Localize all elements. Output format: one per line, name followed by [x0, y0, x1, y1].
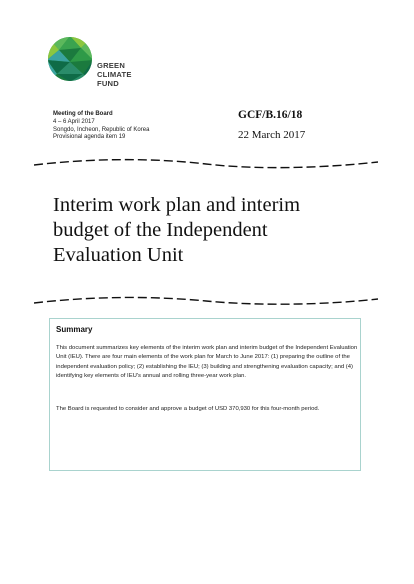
- logo-wordmark: [97, 61, 132, 88]
- meeting-dates: 4 – 6 April 2017: [53, 118, 95, 125]
- top-wave-divider: [34, 156, 378, 172]
- agenda-item: Provisional agenda item 19: [53, 134, 126, 141]
- logo-line-2: CLIMATE: [97, 70, 132, 79]
- title-line-3: Evaluation Unit: [53, 244, 184, 266]
- summary-box: [49, 318, 361, 471]
- meeting-location: Songdo, Incheon, Republic of Korea: [53, 126, 150, 133]
- summary-paragraph-1: This document summarizes key elements of the interim work plan and interim budget of the Independent Evaluation Unit (IEU). There are four main elements of the work plan for March to June 2017: (1) preparing the outline of the independent evaluation policy; (2) establishing the IEU; (3) building and strengthening evaluation capacity; and (4) identifying key elements of IEU's annual and rolling three-year work plan.: [56, 345, 358, 379]
- document-reference: [238, 108, 358, 142]
- title-line-2: budget of the Independent: [53, 219, 268, 241]
- globe-logo-icon: [47, 36, 93, 82]
- meeting-name: Meeting of the Board: [53, 111, 113, 117]
- logo-line-3: FUND: [97, 79, 119, 88]
- document-date: 22 March 2017: [238, 129, 306, 141]
- logo-line-1: GREEN: [97, 61, 126, 70]
- meeting-info: [53, 111, 223, 142]
- summary-heading: Summary: [56, 325, 93, 334]
- document-title: [53, 193, 373, 268]
- bottom-wave-divider: [34, 293, 378, 309]
- title-line-1: Interim work plan and interim: [53, 194, 301, 216]
- summary-paragraph-2: The Board is requested to consider and approve a budget of USD 370,930 for this four-month period.: [56, 406, 320, 412]
- document-code: GCF/B.16/18: [238, 109, 303, 121]
